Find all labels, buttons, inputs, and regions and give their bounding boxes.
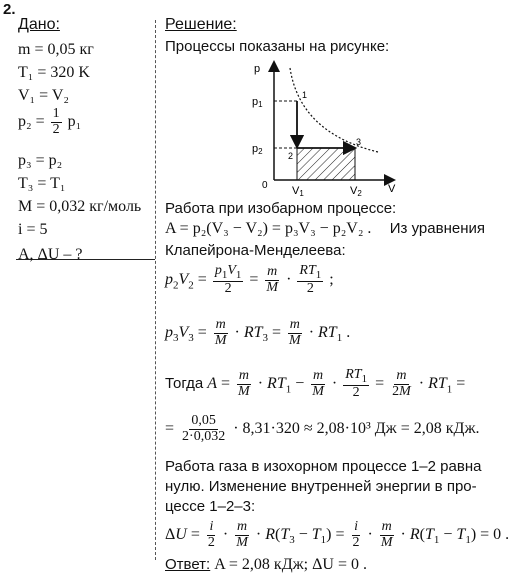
given-p2-lhs: p₂ =: [18, 112, 45, 130]
given-p2-rhs: p₁: [67, 112, 82, 130]
v1-label: V1: [292, 185, 304, 198]
calc-num: 0,05: [191, 413, 216, 428]
numeric-calculation: = $\frac{0,05}{2\cdot 0,032}$ · 8,31·320 ≈ 2,08·10³ Дж = 2,08 кДж.: [165, 413, 480, 444]
calc-den: 2·0,032: [182, 428, 226, 444]
isochoric-line-2: нулю. Изменение внутренней энергии в про-: [165, 478, 477, 495]
answer-text: A = 2,08 кДж; ΔU = 0 .: [214, 556, 367, 573]
state-equation-1: $p_2V_2$ = $\frac{p_1V_1}{2}$ = $\frac{m}{M}$ · $\frac{RT_1}{2}$ ;: [165, 263, 334, 297]
given-find: A, ΔU – ?: [18, 246, 83, 263]
point-1-label: 1: [302, 90, 308, 100]
calc-tail: ≈ 2,08·10³ Дж = 2,08 кДж.: [303, 419, 480, 437]
given-p2: [18, 107, 155, 149]
given-i: i = 5: [18, 221, 48, 238]
isotherm-curve: [290, 68, 378, 152]
p1-label: p1: [252, 96, 263, 109]
v-axis-label: V: [388, 183, 396, 195]
given-mass: m = 0,05 кг: [18, 41, 94, 58]
isochoric-line-3: цессе 1–2–3:: [165, 498, 256, 515]
given-t1: T₁ = 320 K: [18, 64, 90, 81]
point-3-label: 3: [356, 137, 362, 147]
answer-label: Ответ:: [165, 556, 211, 573]
given-p2-den: 2: [52, 121, 60, 137]
given-molar-mass: M = 0,032 кг/моль: [18, 198, 142, 215]
given-p2-fraction: [51, 107, 62, 137]
work-area: [297, 148, 355, 180]
p-axis-label: p: [254, 63, 261, 75]
p2-label: p2: [252, 143, 263, 156]
answer-line: [165, 556, 367, 574]
solution-header: Решение:: [165, 16, 237, 33]
pv-diagram: [250, 58, 400, 196]
work-equation-line: [165, 220, 485, 238]
column-divider: [155, 20, 156, 560]
work-tail: Из уравнения: [389, 220, 485, 237]
given-header: Дано:: [18, 16, 60, 33]
given-t3: T₃ = T₁: [18, 175, 66, 192]
state-equation-2: $p_3V_3$ = $\frac{m}{M}$ · $RT_3$ = $\frac{m}{M}$ · $RT_1$ .: [165, 317, 351, 348]
isochoric-line-1: Работа газа в изохорном процессе 1–2 равна: [165, 458, 482, 475]
point-2-label: 2: [288, 151, 294, 161]
given-p2-num: 1: [52, 106, 60, 121]
v2-label: V2: [350, 185, 362, 198]
work-result-equation: Тогда A = $\frac{m}{M}$ · $RT_1$ − $\frac{m}{M}$ · $\frac{RT_1}{2}$ = $\frac{m}{2M}$ · $RT_1$ =: [165, 367, 466, 401]
work-text: Работа при изобарном процессе:: [165, 200, 397, 217]
internal-energy-equation: ΔU = $\frac{i}{2}$ · $\frac{m}{M}$ · $R(T_3 - T_1)$ = $\frac{i}{2}$ · $\frac{m}{M}$ · $R(T_1 - T_1) = 0$ .: [165, 519, 509, 550]
problem-number: 2.: [3, 1, 16, 18]
given-p3: p₃ = p₂: [18, 152, 63, 169]
clapeyron-text: Клапейрона-Менделеева:: [165, 242, 346, 259]
solution-intro: Процессы показаны на рисунке:: [165, 38, 390, 55]
work-equation: A = p₂(V₃ − V₂) = p₃V₃ − p₂V₂ .: [165, 220, 372, 237]
given-volume: V₁ = V₂: [18, 87, 69, 104]
calc-mid: · 8,31·320: [233, 419, 300, 437]
then-word: Тогда: [165, 375, 204, 393]
origin-label: 0: [262, 180, 268, 191]
given-column: [18, 16, 155, 266]
